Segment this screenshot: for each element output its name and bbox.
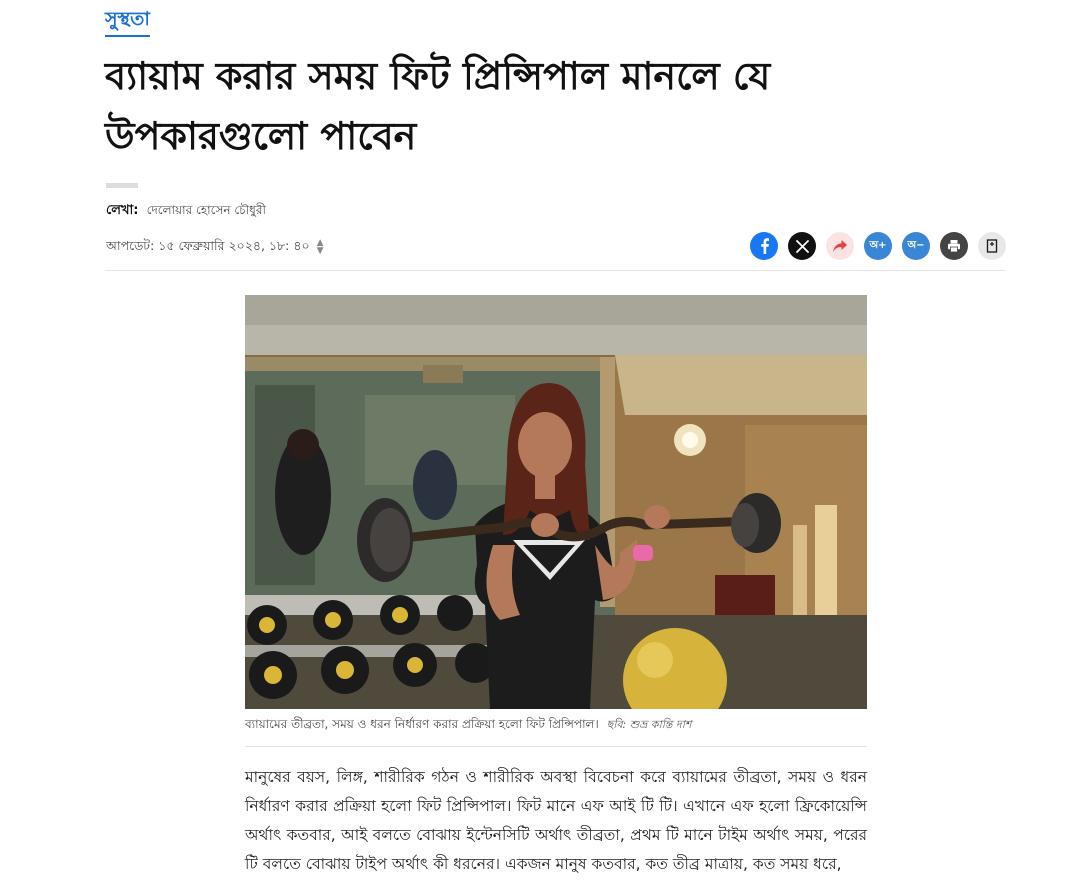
- section-link[interactable]: সুস্থতা: [105, 6, 150, 37]
- font-increase-icon: অ+: [869, 240, 887, 251]
- gym-workout-image: [245, 295, 867, 709]
- article-photo: [245, 295, 867, 709]
- print-icon: [947, 239, 961, 253]
- font-decrease-button[interactable]: [902, 232, 930, 260]
- article-headline: ব্যায়াম করার সময় ফিট প্রিন্সিপাল মানলে যে উপকারগুলো পাবেন: [105, 54, 771, 158]
- font-decrease-icon: অ−: [907, 240, 925, 251]
- share-arrow-icon: [832, 239, 848, 253]
- article-paragraph: মানুষের বয়স, লিঙ্গ, শারীরিক গঠন ও শারীরিক অবস্থা বিবেচনা করে ব্যায়ামের তীব্রতা, সময় ও ধরন নির্ধারণ করার প্রক্রিয়া হলো ফিট প্রিন্সিপাল। ফিট মানে এফ আই টি টি। এখানে এফ হলো ফ্রিকোয়েন্সি অর্থাৎ কতবার, আই বলতে বোঝায় ইন্টেনসিটি অর্থাৎ তীব্রতা, প্রথম টি মানে টাইম অর্থাৎ সময়, পরের টি বলতে বোঝায় টাইপ অর্থাৎ কী ধরনের। একজন মানুষ কতবার, কত তীব্র মাত্রায়, কত সময় ধরে,: [245, 768, 867, 873]
- sort-toggle-icon[interactable]: ▲ ▼: [316, 237, 324, 256]
- byline-label: লেখা:: [106, 203, 139, 218]
- header-divider: [105, 270, 1005, 271]
- caption-text: ব্যায়ামের তীব্রতা, সময় ও ধরন নির্ধারণ করার প্রক্রিয়া হলো ফিট প্রিন্সিপাল।: [245, 717, 599, 731]
- bookmark-button[interactable]: [978, 232, 1006, 260]
- share-toolbar: [750, 232, 1006, 260]
- facebook-share-button[interactable]: [750, 232, 778, 260]
- x-share-button[interactable]: [788, 232, 816, 260]
- update-time-text: আপডেট: ১৫ ফেব্রুয়ারি ২০২৪, ১৮: ৪০: [106, 238, 310, 253]
- bookmark-icon: [986, 239, 998, 253]
- headline-divider: [106, 183, 138, 188]
- caption-divider: [245, 746, 867, 747]
- author-name[interactable]: দেলোয়ার হোসেন চৌধুরী: [146, 203, 266, 217]
- photo-credit: ছবি: শুভ্র কান্তি দাশ: [606, 718, 692, 731]
- facebook-icon: [757, 238, 771, 254]
- share-button[interactable]: [826, 232, 854, 260]
- byline: [106, 200, 266, 221]
- photo-caption: [245, 715, 867, 734]
- x-icon: [796, 240, 809, 253]
- update-time: [106, 236, 323, 256]
- print-button[interactable]: [940, 232, 968, 260]
- font-increase-button[interactable]: [864, 232, 892, 260]
